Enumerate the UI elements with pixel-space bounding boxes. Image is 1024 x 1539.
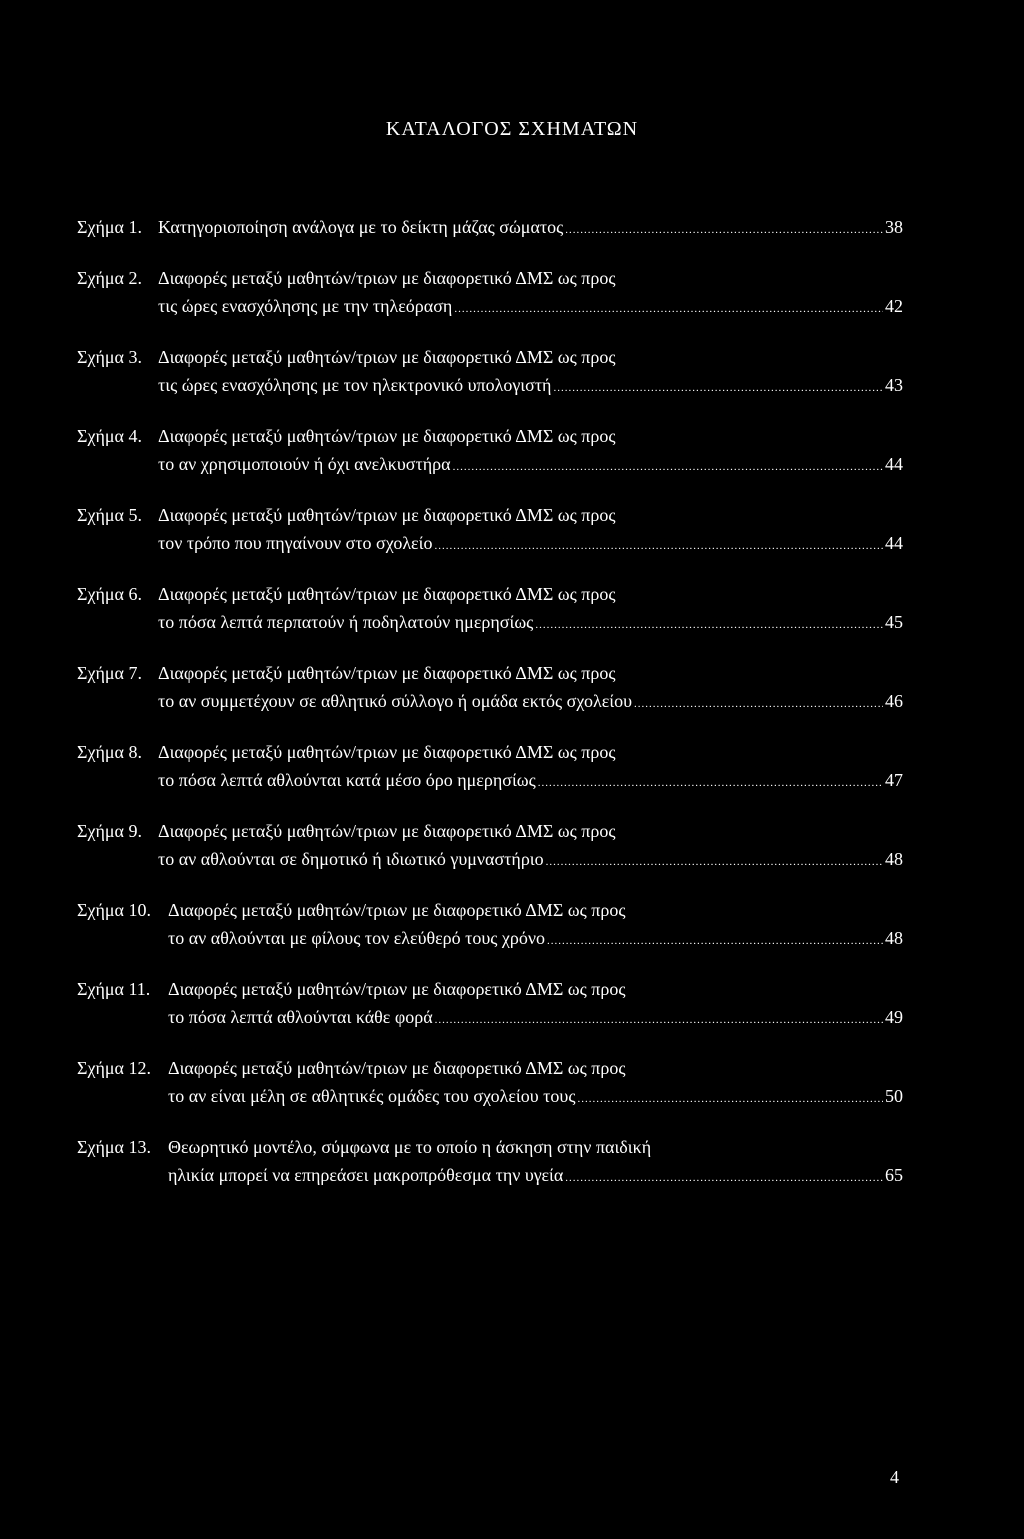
figure-caption-line: τον τρόπο που πηγαίνουν στο σχολείο bbox=[158, 533, 433, 553]
figure-caption-line: Διαφορές μεταξύ μαθητών/τριων με διαφορετικό ΔΜΣ ως προς bbox=[168, 979, 626, 999]
dot-leader bbox=[454, 295, 883, 323]
dot-leader bbox=[453, 453, 883, 481]
figure-page: 47 bbox=[885, 770, 903, 790]
figure-page: 46 bbox=[885, 691, 903, 711]
dot-leader bbox=[535, 611, 883, 639]
page-number: 4 bbox=[890, 1467, 899, 1487]
figure-page: 50 bbox=[885, 1086, 903, 1106]
dot-leader bbox=[565, 1164, 883, 1192]
figure-label: Σχήμα 13. bbox=[77, 1137, 151, 1157]
figure-entry-8 bbox=[77, 738, 903, 797]
figure-label: Σχήμα 2. bbox=[77, 268, 142, 288]
figure-label: Σχήμα 12. bbox=[77, 1058, 151, 1078]
figure-page: 44 bbox=[885, 454, 903, 474]
figure-entry-7 bbox=[77, 659, 903, 718]
figure-list bbox=[77, 213, 903, 1212]
dot-leader bbox=[538, 769, 883, 797]
figure-caption-line: Διαφορές μεταξύ μαθητών/τριων με διαφορετικό ΔΜΣ ως προς bbox=[158, 347, 616, 367]
figure-caption-line: Διαφορές μεταξύ μαθητών/τριων με διαφορετικό ΔΜΣ ως προς bbox=[158, 505, 616, 525]
figure-entry-5 bbox=[77, 501, 903, 560]
figure-entry-2 bbox=[77, 264, 903, 323]
figure-page: 48 bbox=[885, 928, 903, 948]
figure-caption-line: Διαφορές μεταξύ μαθητών/τριων με διαφορετικό ΔΜΣ ως προς bbox=[158, 821, 616, 841]
figure-label: Σχήμα 9. bbox=[77, 821, 142, 841]
figure-label: Σχήμα 8. bbox=[77, 742, 142, 762]
figure-entry-6 bbox=[77, 580, 903, 639]
figure-caption-line: το πόσα λεπτά αθλούνται κάθε φορά bbox=[168, 1007, 433, 1027]
figure-page: 48 bbox=[885, 849, 903, 869]
figure-caption-line: Θεωρητικό μοντέλο, σύμφωνα με το οποίο η άσκηση στην παιδική bbox=[168, 1137, 652, 1157]
dot-leader bbox=[577, 1085, 883, 1113]
figure-label: Σχήμα 7. bbox=[77, 663, 142, 683]
figure-label: Σχήμα 10. bbox=[77, 900, 151, 920]
page-title: ΚΑΤΑΛΟΓΟΣ ΣΧΗΜΑΤΩΝ bbox=[385, 118, 639, 140]
figure-caption-line: το αν είναι μέλη σε αθλητικές ομάδες του σχολείου τους bbox=[168, 1086, 576, 1106]
figure-entry-13 bbox=[77, 1133, 903, 1192]
figure-caption-line: Διαφορές μεταξύ μαθητών/τριων με διαφορετικό ΔΜΣ ως προς bbox=[158, 663, 616, 683]
figure-page: 44 bbox=[885, 533, 903, 553]
figure-page: 38 bbox=[885, 217, 903, 237]
dot-leader bbox=[434, 532, 883, 560]
figure-caption-line: το αν χρησιμοποιούν ή όχι ανελκυστήρα bbox=[158, 454, 451, 474]
figure-label: Σχήμα 4. bbox=[77, 426, 142, 446]
figure-caption-line: το πόσα λεπτά αθλούνται κατά μέσο όρο ημερησίως bbox=[158, 770, 536, 790]
figure-entry-10 bbox=[77, 896, 903, 955]
dot-leader bbox=[546, 848, 883, 876]
figure-label: Σχήμα 1. bbox=[77, 217, 142, 237]
figure-caption-line: το αν αθλούνται σε δημοτικό ή ιδιωτικό γυμναστήριο bbox=[158, 849, 544, 869]
figure-caption-line: ηλικία μπορεί να επηρεάσει μακροπρόθεσμα την υγεία bbox=[168, 1165, 564, 1185]
figure-entry-1 bbox=[77, 213, 903, 244]
figure-label: Σχήμα 3. bbox=[77, 347, 142, 367]
figure-label: Σχήμα 11. bbox=[77, 979, 151, 999]
figure-caption-line: Διαφορές μεταξύ μαθητών/τριων με διαφορετικό ΔΜΣ ως προς bbox=[168, 900, 626, 920]
figure-page: 43 bbox=[885, 375, 903, 395]
figure-entry-12 bbox=[77, 1054, 903, 1113]
figure-caption-line: Διαφορές μεταξύ μαθητών/τριων με διαφορετικό ΔΜΣ ως προς bbox=[158, 268, 616, 288]
figure-caption-line: το πόσα λεπτά περπατούν ή ποδηλατούν ημερησίως bbox=[158, 612, 534, 632]
dot-leader bbox=[547, 927, 883, 955]
figure-caption-line: Διαφορές μεταξύ μαθητών/τριων με διαφορετικό ΔΜΣ ως προς bbox=[158, 584, 616, 604]
figure-caption-line: Διαφορές μεταξύ μαθητών/τριων με διαφορετικό ΔΜΣ ως προς bbox=[158, 742, 616, 762]
figure-label: Σχήμα 6. bbox=[77, 584, 142, 604]
figure-page: 49 bbox=[885, 1007, 903, 1027]
figure-caption-line: το αν συμμετέχουν σε αθλητικό σύλλογο ή ομάδα εκτός σχολείου bbox=[158, 691, 633, 711]
figure-caption-line: τις ώρες ενασχόλησης με τον ηλεκτρονικό υπολογιστή bbox=[158, 375, 552, 395]
figure-caption-line: Κατηγοριοποίηση ανάλογα με το δείκτη μάζας σώματος bbox=[158, 217, 564, 237]
figure-label: Σχήμα 5. bbox=[77, 505, 142, 525]
figure-page: 42 bbox=[885, 296, 903, 316]
dot-leader bbox=[634, 690, 883, 718]
figure-caption-line: τις ώρες ενασχόλησης με την τηλεόραση bbox=[158, 296, 453, 316]
figure-page: 45 bbox=[885, 612, 903, 632]
figure-entry-11 bbox=[77, 975, 903, 1034]
figure-caption-line: το αν αθλούνται με φίλους τον ελεύθερό τους χρόνο bbox=[168, 928, 546, 948]
dot-leader bbox=[553, 374, 883, 402]
figure-entry-9 bbox=[77, 817, 903, 876]
figure-caption-line: Διαφορές μεταξύ μαθητών/τριων με διαφορετικό ΔΜΣ ως προς bbox=[168, 1058, 626, 1078]
figure-page: 65 bbox=[885, 1165, 903, 1185]
dot-leader bbox=[435, 1006, 883, 1034]
dot-leader bbox=[565, 216, 883, 244]
figure-entry-3 bbox=[77, 343, 903, 402]
figure-entry-4 bbox=[77, 422, 903, 481]
figure-caption-line: Διαφορές μεταξύ μαθητών/τριων με διαφορετικό ΔΜΣ ως προς bbox=[158, 426, 616, 446]
